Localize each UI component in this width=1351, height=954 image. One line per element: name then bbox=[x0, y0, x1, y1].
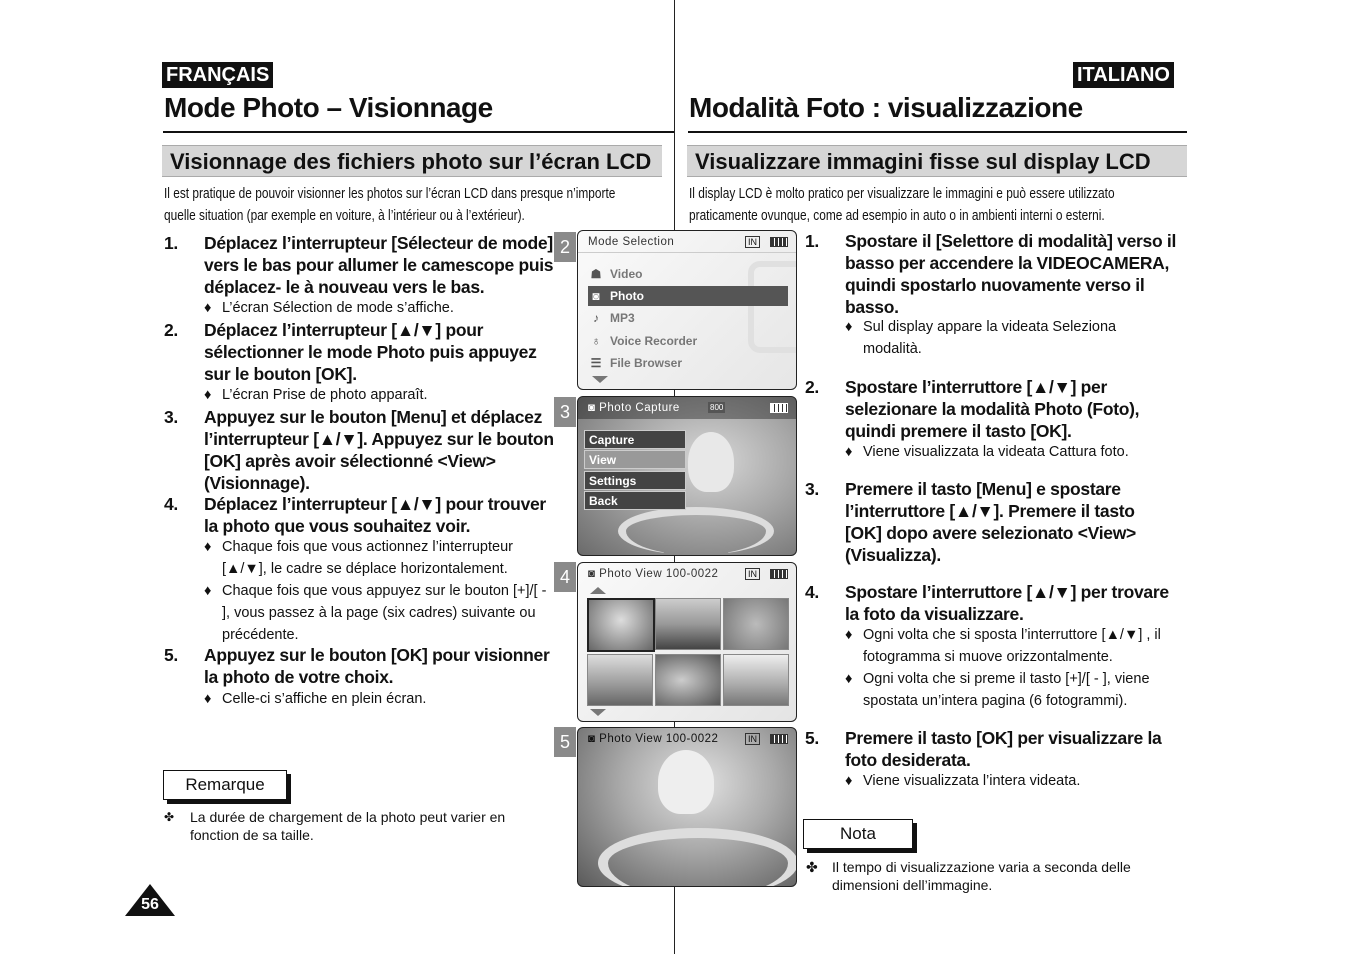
menu-back[interactable]: Back bbox=[584, 491, 686, 510]
step-line: Spostare il [Selettore di modalità] verso il bbox=[845, 231, 1177, 251]
step-line: sélectionner le mode Photo puis appuyez bbox=[204, 342, 537, 362]
scroll-up-arrow-icon[interactable] bbox=[590, 587, 606, 594]
diamond-bullet-icon: ♦ bbox=[845, 773, 853, 789]
step-line: selezionare la modalità Photo (Foto), bbox=[845, 399, 1140, 419]
fr-language-tag: FRANÇAIS bbox=[162, 62, 273, 88]
fr-section-header: Visionnage des fichiers photo sur l’écran LCD bbox=[162, 145, 662, 177]
diamond-bullet-icon: ♦ bbox=[845, 444, 853, 460]
it-intro-line: Il display LCD è molto pratico per visualizzare le immagini e può essere utilizzato bbox=[689, 186, 1115, 202]
it-language-tag: ITALIANO bbox=[1073, 62, 1174, 88]
menu-item-voice-recorder[interactable]: ♁ Voice Recorder bbox=[588, 331, 788, 351]
it-intro bbox=[689, 183, 1181, 227]
step-number: 5. bbox=[164, 645, 178, 665]
memory-card-icon: IN bbox=[745, 733, 760, 745]
step-line: Premere il tasto [OK] per visualizzare la bbox=[845, 728, 1162, 748]
step-line: Déplacez l’interrupteur [Sélecteur de mode] bbox=[204, 233, 553, 253]
scroll-down-arrow-icon[interactable] bbox=[590, 709, 606, 716]
screen-title: ◙ Photo Capture bbox=[578, 397, 796, 419]
step-line: vers le bas pour allumer le camescope puis bbox=[204, 255, 554, 275]
step-line: Déplacez l’interrupteur [▲/▼] pour trouver bbox=[204, 494, 546, 514]
it-page-title: Modalità Foto : visualizzazione bbox=[689, 92, 1083, 123]
diamond-bullet-icon: ♦ bbox=[845, 671, 853, 687]
step-number: 5. bbox=[805, 728, 819, 748]
step-number: 1. bbox=[164, 233, 178, 253]
step-line: quindi spostarlo nuovamente verso il bbox=[845, 275, 1145, 295]
camera-icon: ◙ bbox=[588, 402, 600, 414]
child-face-graphic bbox=[688, 432, 734, 492]
screen-photo-capture bbox=[577, 396, 797, 556]
thumbnail[interactable] bbox=[655, 598, 721, 650]
step-number: 3. bbox=[164, 407, 178, 427]
it-intro-line: praticamente ovunque, come ad esempio in auto o in ambienti interni o esterni. bbox=[689, 208, 1105, 224]
file-icon: ☰ bbox=[590, 356, 602, 370]
steering-wheel-graphic bbox=[618, 507, 774, 555]
camera-icon: ◙ bbox=[588, 733, 600, 745]
step-number: 2. bbox=[164, 320, 178, 340]
battery-icon bbox=[770, 569, 788, 579]
diamond-bullet-icon: ♦ bbox=[204, 583, 212, 599]
step-line: (Visualizza). bbox=[845, 545, 941, 565]
step-number: 3. bbox=[805, 479, 819, 499]
thumbnail-selected[interactable] bbox=[587, 598, 655, 652]
child-face-graphic bbox=[658, 750, 714, 814]
diamond-bullet-icon: ♦ bbox=[845, 627, 853, 643]
step-line: Appuyez sur le bouton [Menu] et déplacez bbox=[204, 407, 543, 427]
camera-icon: ◙ bbox=[592, 289, 600, 303]
thumbnail[interactable] bbox=[655, 654, 721, 706]
battery-icon bbox=[770, 403, 788, 413]
screen-mode-selection bbox=[577, 230, 797, 390]
resolution-badge: 800 bbox=[710, 403, 724, 412]
battery-icon bbox=[770, 734, 788, 744]
screen-title: Mode Selection bbox=[578, 231, 796, 253]
step-line: [OK] après avoir sélectionné <View> bbox=[204, 451, 496, 471]
screen-4-number: 4 bbox=[554, 562, 576, 592]
diamond-bullet-icon: ♦ bbox=[204, 300, 212, 316]
video-icon: ☗ bbox=[590, 267, 602, 281]
step-number: 4. bbox=[164, 494, 178, 514]
cross-bullet-icon: ✤ bbox=[806, 859, 818, 875]
screen-3-number: 3 bbox=[554, 397, 576, 427]
step-line: (Visionnage). bbox=[204, 473, 310, 493]
menu-capture[interactable]: Capture bbox=[584, 430, 686, 449]
step-line: la foto da visualizzare. bbox=[845, 604, 1024, 624]
it-section-header: Visualizzare immagini fisse sul display LCD bbox=[687, 145, 1187, 177]
step-line: Déplacez l’interrupteur [▲/▼] pour bbox=[204, 320, 484, 340]
step-line: Spostare l’interruttore [▲/▼] per bbox=[845, 377, 1107, 397]
thumbnail[interactable] bbox=[723, 654, 789, 706]
menu-settings[interactable]: Settings bbox=[584, 471, 686, 490]
diamond-bullet-icon: ♦ bbox=[204, 691, 212, 707]
step-number: 1. bbox=[805, 231, 819, 251]
steering-wheel-graphic bbox=[598, 828, 797, 887]
step-line: Appuyez sur le bouton [OK] pour visionner bbox=[204, 645, 550, 665]
screen-title: ◙ Photo View 100-0022 bbox=[588, 568, 719, 580]
step-line: l’interruttore [▲/▼]. Premere il tasto bbox=[845, 501, 1135, 521]
fr-title-rule bbox=[163, 131, 674, 133]
fr-intro-line: Il est pratique de pouvoir visionner les photos sur l’écran LCD dans presque n’importe bbox=[164, 186, 616, 202]
step-line: basso. bbox=[845, 297, 899, 317]
screen-photo-view-full bbox=[577, 727, 797, 887]
diamond-bullet-icon: ♦ bbox=[204, 387, 212, 403]
it-note-label: Nota bbox=[803, 819, 913, 849]
it-title-rule bbox=[688, 131, 1187, 133]
memory-card-icon: IN bbox=[745, 236, 760, 248]
menu-item-mp3[interactable]: ♪ MP3 bbox=[588, 308, 788, 328]
fr-page-title: Mode Photo – Visionnage bbox=[164, 92, 493, 123]
menu-item-photo[interactable]: ◙ Photo bbox=[588, 286, 788, 306]
step-line: déplacez- le à nouveau vers le bas. bbox=[204, 277, 485, 297]
step-line: Spostare l’interruttore [▲/▼] per trovare bbox=[845, 582, 1169, 602]
scroll-down-arrow-icon[interactable] bbox=[592, 376, 608, 383]
diamond-bullet-icon: ♦ bbox=[845, 319, 853, 335]
menu-view[interactable]: View bbox=[584, 450, 686, 469]
microphone-icon: ♁ bbox=[591, 334, 601, 348]
battery-icon bbox=[770, 237, 788, 247]
fr-note-label: Remarque bbox=[163, 770, 287, 800]
step-number: 2. bbox=[805, 377, 819, 397]
step-line: Premere il tasto [Menu] e spostare bbox=[845, 479, 1121, 499]
step-line: l’interrupteur [▲/▼]. Appuyez sur le bouton bbox=[204, 429, 554, 449]
fr-intro-line: quelle situation (par exemple en voiture, à l’intérieur ou à l’extérieur). bbox=[164, 208, 525, 224]
diamond-bullet-icon: ♦ bbox=[204, 539, 212, 555]
step-line: [OK] dopo avere selezionato <View> bbox=[845, 523, 1136, 543]
menu-item-video[interactable]: ☗ Video bbox=[588, 264, 788, 284]
page-number: 56 bbox=[141, 896, 159, 913]
step-line: la photo de votre choix. bbox=[204, 667, 394, 687]
thumbnail[interactable] bbox=[587, 654, 653, 706]
step-number: 4. bbox=[805, 582, 819, 602]
step-line: quindi premere il tasto [OK]. bbox=[845, 421, 1072, 441]
screen-title: ◙ Photo View 100-0022 bbox=[588, 733, 719, 745]
memory-card-icon: IN bbox=[745, 568, 760, 580]
step-line: foto desiderata. bbox=[845, 750, 971, 770]
screen-5-number: 5 bbox=[554, 727, 576, 757]
step-line: basso per accendere la VIDEOCAMERA, bbox=[845, 253, 1170, 273]
cross-bullet-icon: ✤ bbox=[164, 810, 175, 824]
screen-2-number: 2 bbox=[554, 232, 576, 262]
screen-photo-view-thumbnails bbox=[577, 562, 797, 722]
menu-item-file-browser[interactable]: ☰ File Browser bbox=[588, 353, 788, 373]
fr-intro bbox=[164, 183, 656, 227]
step-line: la photo que vous souhaitez voir. bbox=[204, 516, 471, 536]
thumbnail[interactable] bbox=[723, 598, 789, 650]
music-note-icon: ♪ bbox=[593, 311, 599, 325]
step-line: sur le bouton [OK]. bbox=[204, 364, 357, 384]
camera-icon: ◙ bbox=[588, 568, 600, 580]
